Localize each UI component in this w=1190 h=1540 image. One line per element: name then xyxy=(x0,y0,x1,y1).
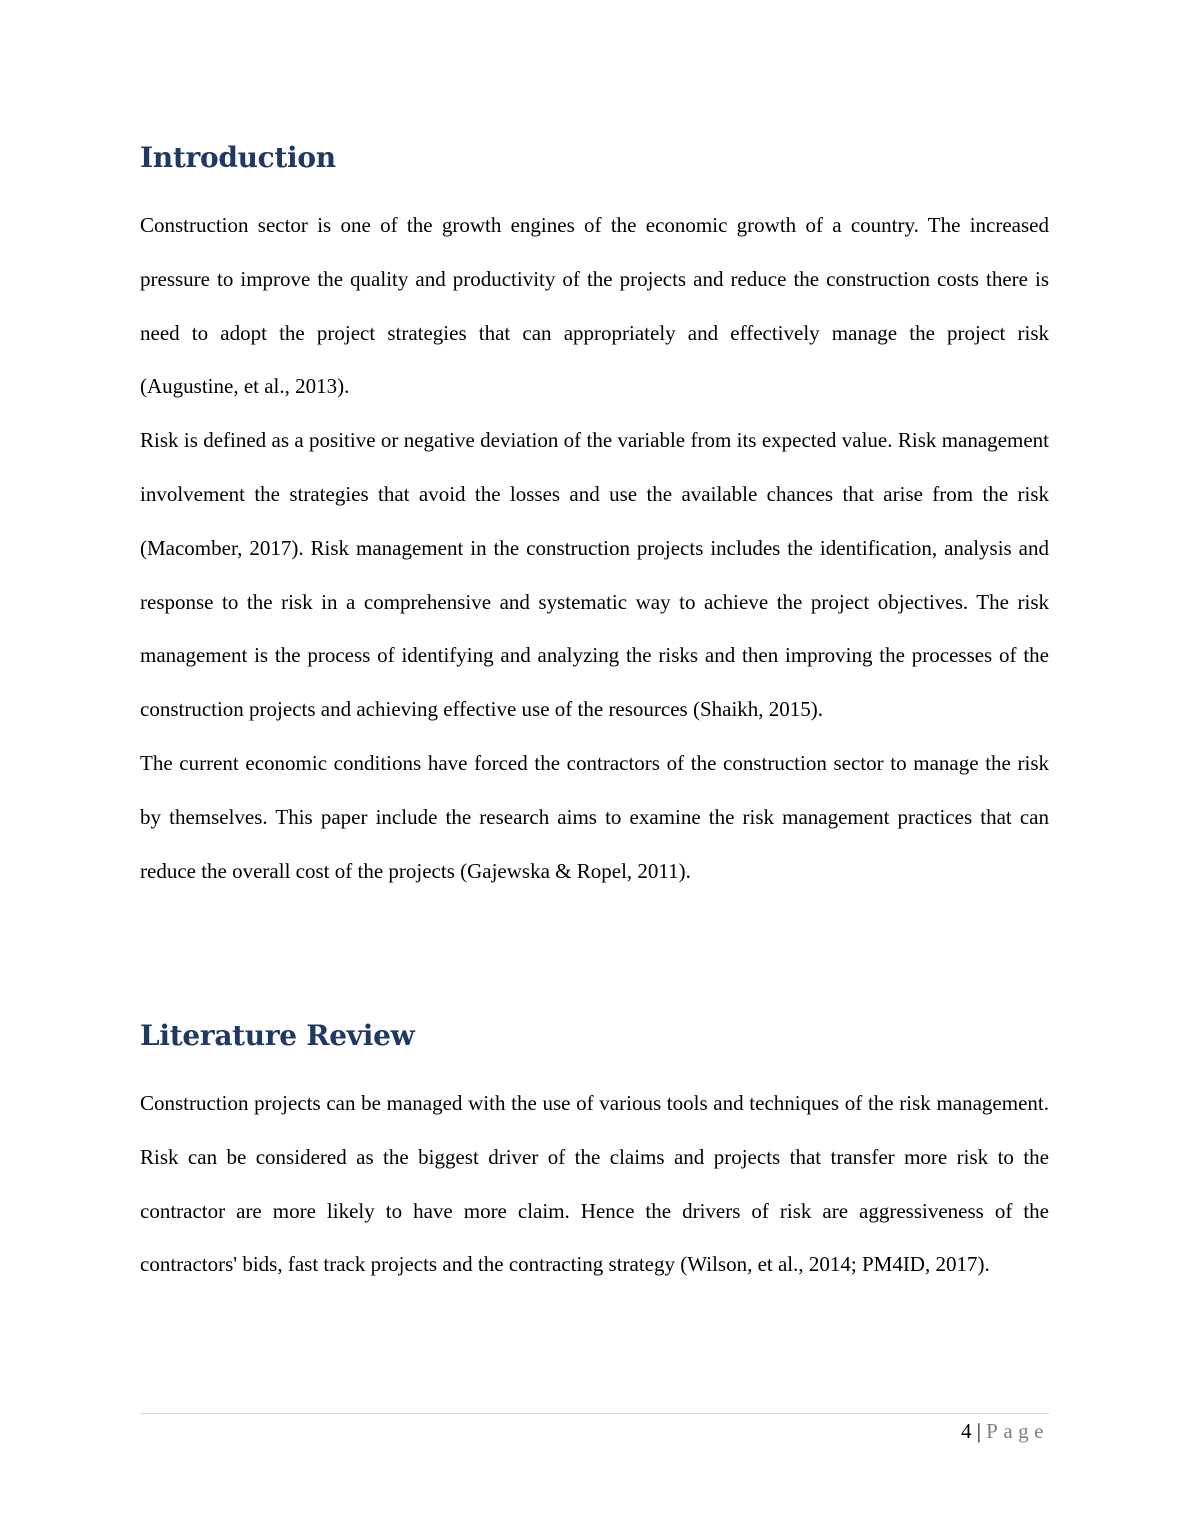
page-footer xyxy=(961,1417,1049,1445)
paragraph: Construction sector is one of the growth engines of the economic growth of a country. The increased pressure to improve the quality and productivity of the projects and reduce the construction costs there is need to adopt the project strategies that can appropriately and effectively manage the project risk (Augustine, et al., 2013). xyxy=(140,213,1049,399)
page-label: Page xyxy=(986,1419,1049,1443)
introduction-body xyxy=(140,199,1049,898)
page-number: 4 xyxy=(960,1419,972,1443)
literature-review-body xyxy=(140,1077,1049,1292)
section-heading-introduction: Introduction xyxy=(140,141,336,174)
section-heading-literature-review: Literature Review xyxy=(140,1019,415,1052)
footer-separator: | xyxy=(976,1419,981,1443)
paragraph: Construction projects can be managed with the use of various tools and techniques of the risk management. Risk can be considered as the biggest driver of the claims and projects that transfer more risk to the contractor are more likely to have more claim. Hence the drivers of risk are aggressiveness of the contractors' bids, fast track projects and the contracting strategy (Wilson, et al., 2014; PM4ID, 2017). xyxy=(140,1091,1049,1277)
paragraph: The current economic conditions have forced the contractors of the construction sector to manage the risk by themselves. This paper include the research aims to examine the risk management practices that can reduce the overall cost of the projects (Gajewska & Ropel, 2011). xyxy=(140,750,1049,883)
footer-divider xyxy=(140,1413,1049,1414)
paragraph: Risk is defined as a positive or negative deviation of the variable from its expected value. Risk management involvement the strategies that avoid the losses and use the available chances that arise from the risk (Macomber, 2017). Risk management in the construction projects includes the identification, analysis and response to the risk in a comprehensive and systematic way to achieve the project objectives. The risk management is the process of identifying and analyzing the risks and then improving the processes of the construction projects and achieving effective use of the resources (Shaikh, 2015). xyxy=(140,428,1049,722)
